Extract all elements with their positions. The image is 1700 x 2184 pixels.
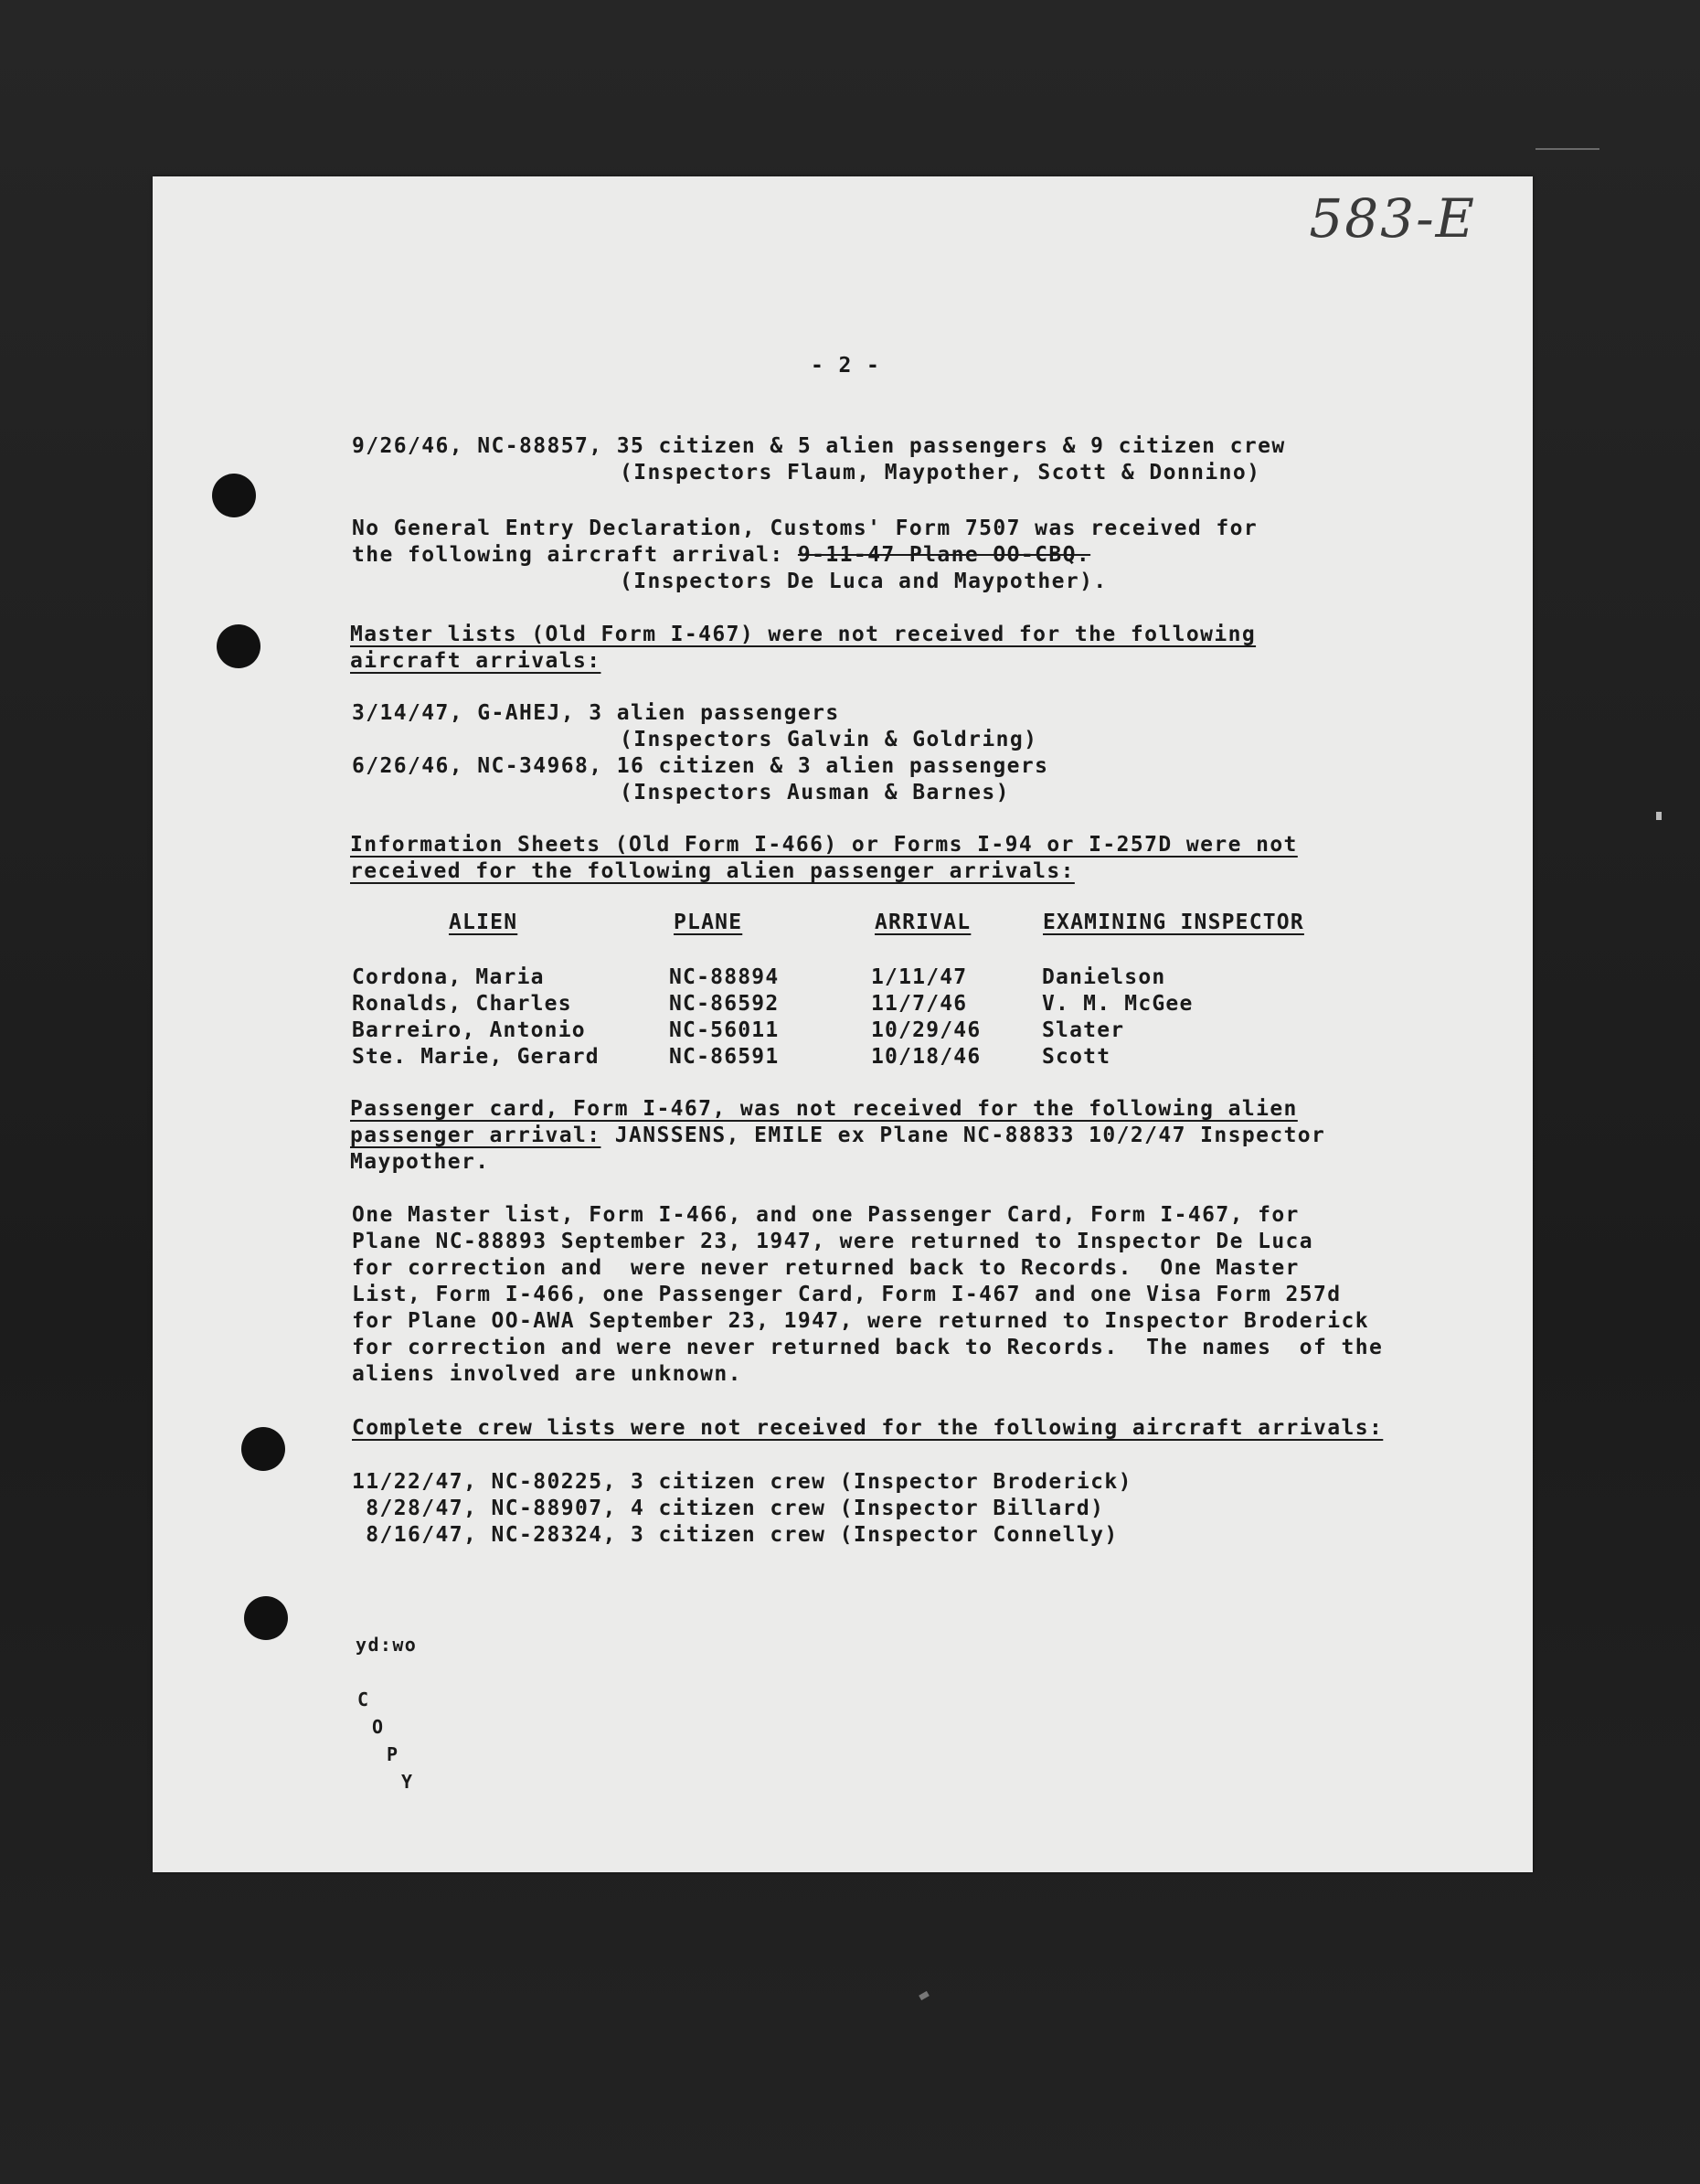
entry-2-line-3: (Inspectors De Luca and Maypother). bbox=[620, 570, 1108, 593]
handwritten-reference: 583-E bbox=[1309, 187, 1476, 250]
paragraph-line: One Master list, Form I-466, and one Passenger Card, Form I-467, for bbox=[352, 1203, 1300, 1227]
paragraph-line: for correction and were never returned back to Records. One Master bbox=[352, 1256, 1300, 1280]
passenger-card-line-1: Passenger card, Form I-467, was not received for the following alien bbox=[350, 1097, 1298, 1121]
table-cell-arrival: 1/11/47 bbox=[871, 965, 968, 989]
column-header-examining-inspector: EXAMINING INSPECTOR bbox=[1043, 911, 1304, 934]
master-list-item-1-inspectors: (Inspectors Galvin & Goldring) bbox=[620, 728, 1038, 751]
table-cell-inspector: Slater bbox=[1042, 1018, 1125, 1042]
crew-list-item: 8/28/47, NC-88907, 4 citizen crew (Inspector Billard) bbox=[352, 1497, 1105, 1520]
paragraph-line: List, Form I-466, one Passenger Card, Form I-467 and one Visa Form 257d bbox=[352, 1283, 1342, 1306]
copy-letter: Y bbox=[401, 1771, 414, 1793]
table-cell-inspector: V. M. McGee bbox=[1042, 992, 1194, 1016]
punch-hole-icon bbox=[241, 1427, 285, 1471]
table-cell-inspector: Danielson bbox=[1042, 965, 1166, 989]
entry-2-line-2 bbox=[352, 543, 1090, 567]
passenger-card-line-2 bbox=[350, 1124, 1325, 1147]
crew-list-item: 11/22/47, NC-80225, 3 citizen crew (Inspector Broderick) bbox=[352, 1470, 1132, 1494]
entry-1-line-2: (Inspectors Flaum, Maypother, Scott & Donnino) bbox=[620, 461, 1261, 485]
entry-2-line-2-prefix: the following aircraft arrival: bbox=[352, 543, 784, 567]
typist-initials: yd:wo bbox=[356, 1634, 418, 1656]
column-header-plane: PLANE bbox=[674, 911, 743, 934]
scan-speck bbox=[1656, 812, 1662, 820]
table-cell-plane: NC-56011 bbox=[669, 1018, 780, 1042]
entry-1-line-1: 9/26/46, NC-88857, 35 citizen & 5 alien passengers & 9 citizen crew bbox=[352, 434, 1286, 458]
table-cell-plane: NC-86591 bbox=[669, 1045, 780, 1069]
copy-letter: C bbox=[357, 1689, 370, 1710]
punch-hole-icon bbox=[217, 624, 260, 668]
table-cell-arrival: 10/18/46 bbox=[871, 1045, 982, 1069]
entry-2-line-1: No General Entry Declaration, Customs' Form 7507 was received for bbox=[352, 517, 1259, 540]
crew-list-item: 8/16/47, NC-28324, 3 citizen crew (Inspector Connelly) bbox=[352, 1523, 1119, 1547]
column-header-alien: ALIEN bbox=[449, 911, 518, 934]
table-cell-plane: NC-86592 bbox=[669, 992, 780, 1016]
master-lists-heading-2: aircraft arrivals: bbox=[350, 649, 601, 673]
passenger-card-line-3: Maypother. bbox=[350, 1150, 490, 1174]
master-list-item-2-inspectors: (Inspectors Ausman & Barnes) bbox=[620, 781, 1010, 804]
margin-mark bbox=[1535, 148, 1599, 150]
copy-letter: O bbox=[372, 1716, 385, 1738]
document-page bbox=[153, 176, 1533, 1872]
table-cell-alien: Ronalds, Charles bbox=[352, 992, 572, 1016]
punch-hole-icon bbox=[244, 1596, 288, 1640]
master-list-item-2: 6/26/46, NC-34968, 16 citizen & 3 alien passengers bbox=[352, 754, 1049, 778]
table-cell-arrival: 10/29/46 bbox=[871, 1018, 982, 1042]
paragraph-line: for Plane OO-AWA September 23, 1947, were returned to Inspector Broderick bbox=[352, 1309, 1370, 1333]
entry-2-struck-text: 9-11-47 Plane OO-CBQ. bbox=[797, 543, 1091, 567]
master-lists-heading-1: Master lists (Old Form I-467) were not received for the following bbox=[350, 623, 1257, 646]
crew-lists-heading: Complete crew lists were not received for the following aircraft arrivals: bbox=[352, 1416, 1384, 1440]
paragraph-line: aliens involved are unknown. bbox=[352, 1362, 742, 1386]
table-cell-alien: Ste. Marie, Gerard bbox=[352, 1045, 600, 1069]
table-cell-inspector: Scott bbox=[1042, 1045, 1111, 1069]
page-number: - 2 - bbox=[811, 354, 881, 378]
column-header-arrival: ARRIVAL bbox=[875, 911, 972, 934]
table-cell-alien: Cordona, Maria bbox=[352, 965, 545, 989]
info-sheets-heading-1: Information Sheets (Old Form I-466) or Forms I-94 or I-257D were not bbox=[350, 833, 1298, 857]
table-cell-arrival: 11/7/46 bbox=[871, 992, 968, 1016]
paragraph-line: for correction and were never returned back to Records. The names of the bbox=[352, 1336, 1384, 1359]
passenger-card-detail: JANSSENS, EMILE ex Plane NC-88833 10/2/47 Inspector bbox=[600, 1124, 1326, 1147]
table-cell-plane: NC-88894 bbox=[669, 965, 780, 989]
info-sheets-heading-2: received for the following alien passenger arrivals: bbox=[350, 859, 1075, 883]
paragraph-line: Plane NC-88893 September 23, 1947, were returned to Inspector De Luca bbox=[352, 1230, 1314, 1253]
master-list-item-1: 3/14/47, G-AHEJ, 3 alien passengers bbox=[352, 701, 840, 725]
passenger-card-heading: passenger arrival: bbox=[350, 1124, 601, 1147]
copy-letter: P bbox=[387, 1743, 399, 1765]
table-cell-alien: Barreiro, Antonio bbox=[352, 1018, 586, 1042]
punch-hole-icon bbox=[212, 474, 256, 517]
